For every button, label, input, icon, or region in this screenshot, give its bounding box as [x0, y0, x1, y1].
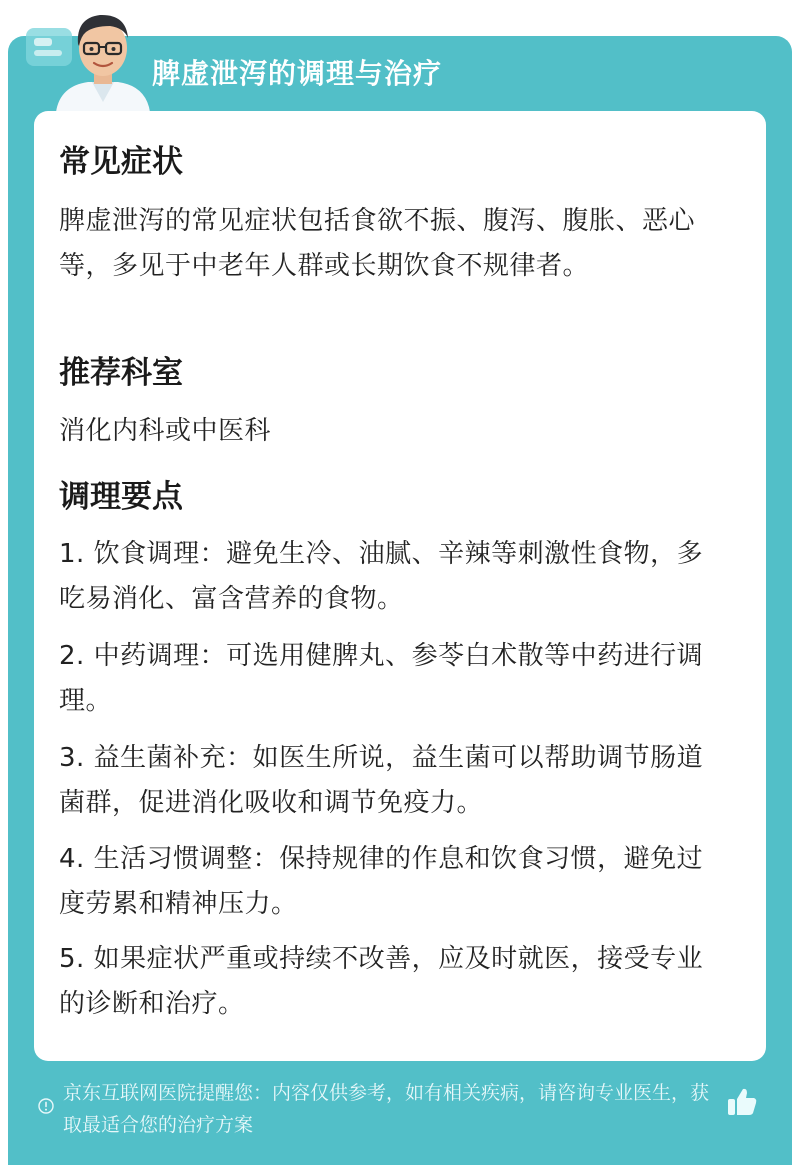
section-heading-symptoms: 常见症状: [59, 144, 183, 180]
info-icon: [38, 1098, 54, 1114]
list-item: 5. 如果症状严重或持续不改善，应及时就医，接受专业的诊断和治疗。: [59, 944, 704, 1019]
thumbs-up-icon[interactable]: [725, 1085, 759, 1119]
doctor-avatar: [48, 6, 158, 112]
list-item: 3. 益生菌补充：如医生所说，益生菌可以帮助调节肠道菌群，促进消化吸收和调节免疫力。: [59, 743, 704, 818]
section-body-department: 消化内科或中医科: [59, 416, 272, 446]
list-item: 1. 饮食调理：避免生冷、油腻、辛辣等刺激性食物，多吃易消化、富含营养的食物。: [59, 539, 704, 614]
page-title: 脾虚泄泻的调理与治疗: [152, 57, 443, 90]
list-item: 4. 生活习惯调整：保持规律的作息和饮食习惯，避免过度劳累和精神压力。: [59, 844, 704, 919]
list-item: 2. 中药调理：可选用健脾丸、参苓白术散等中药进行调理。: [59, 641, 704, 716]
section-body-symptoms: 脾虚泄泻的常见症状包括食欲不振、腹泻、腹胀、恶心等，多见于中老年人群或长期饮食不规律者。: [59, 206, 696, 281]
section-heading-care: 调理要点: [59, 479, 183, 515]
section-heading-department: 推荐科室: [59, 355, 183, 391]
footer-disclaimer: 京东互联网医院提醒您：内容仅供参考，如有相关疾病，请咨询专业医生，获取最适合您的治疗方案: [63, 1082, 710, 1136]
